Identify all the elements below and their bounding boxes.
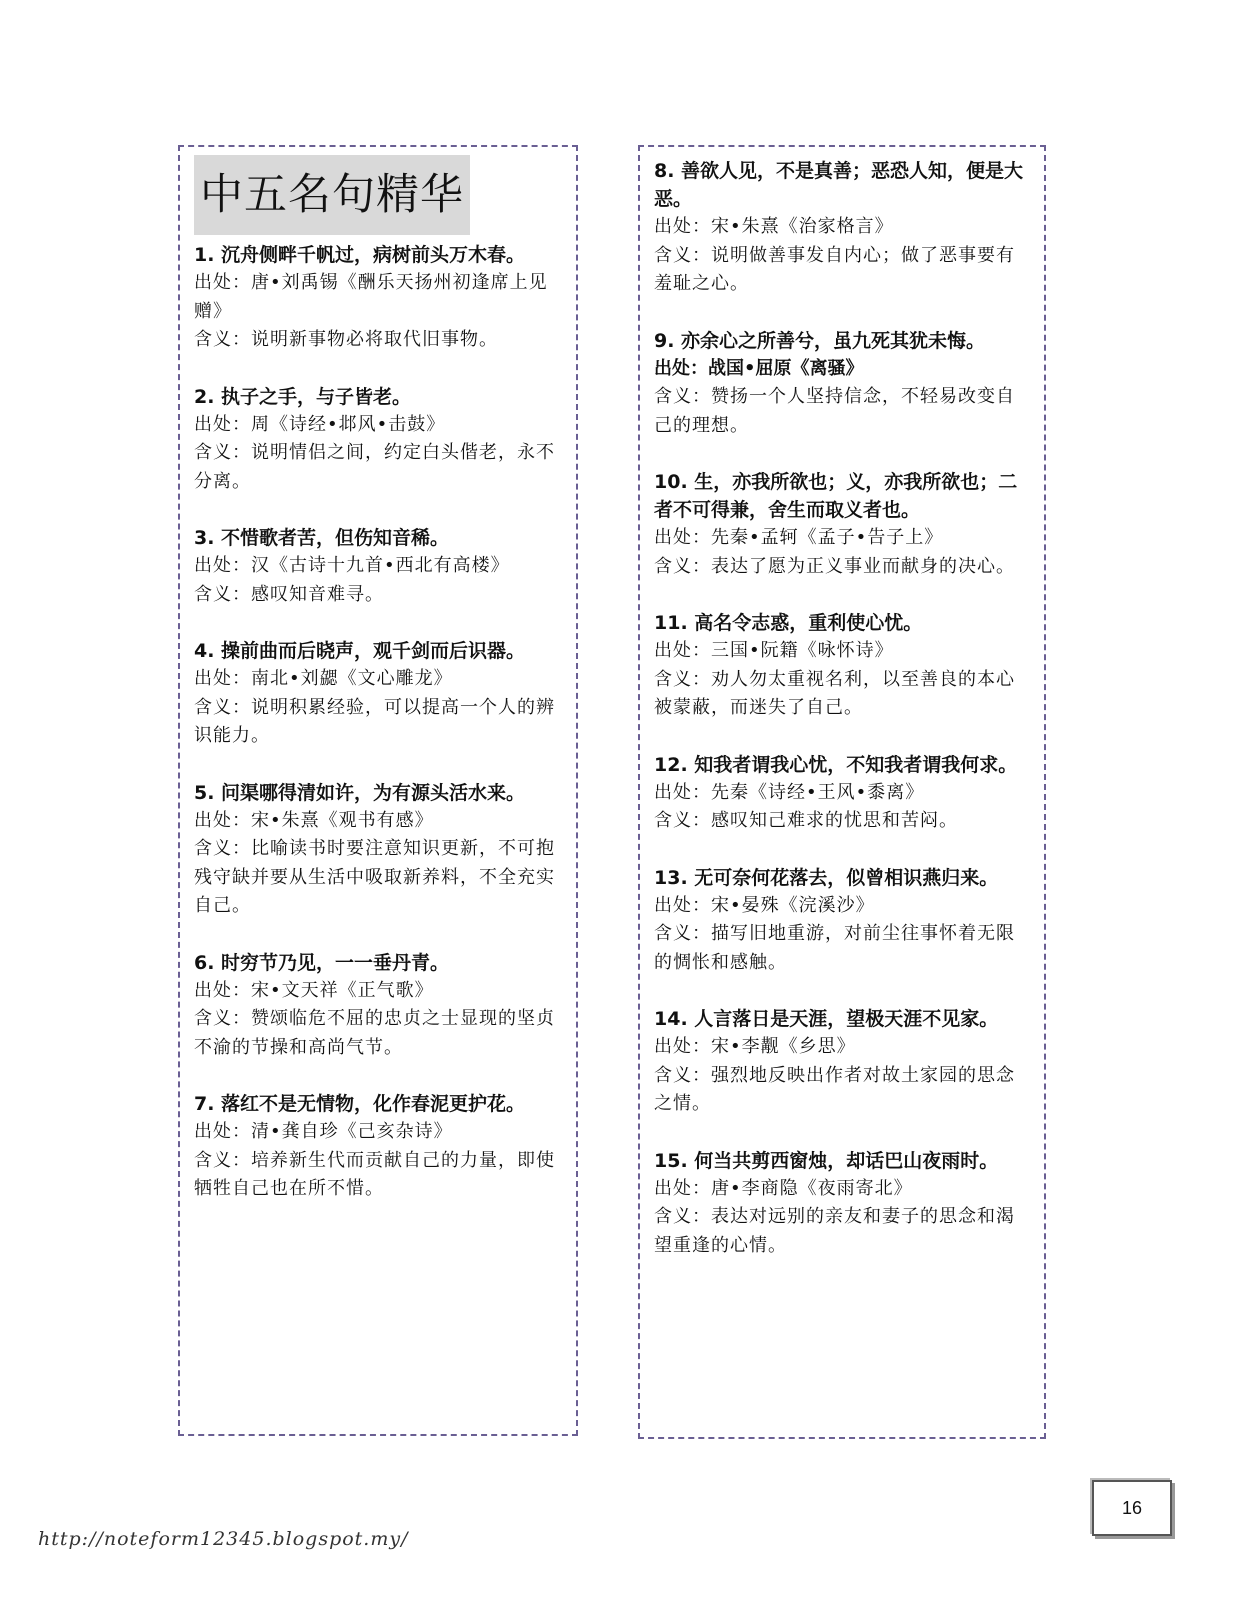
- quote-source: 出处：宋•李觏《乡思》: [654, 1036, 856, 1057]
- quote-entry: [654, 468, 1030, 581]
- quote-verse: 1. 沉舟侧畔千帆过，病树前头万木春。: [194, 244, 526, 266]
- page-title: 中五名句精华: [194, 155, 470, 235]
- quote-verse: 11. 高名令志惑，重利使心忧。: [654, 612, 923, 634]
- quote-meaning: 含义：赞颂临危不屈的忠贞之士显现的坚贞不渝的节操和高尚气节。: [194, 1008, 555, 1058]
- quote-meaning: 含义：说明情侣之间，约定白头偕老，永不分离。: [194, 442, 555, 492]
- quote-entry: [194, 241, 562, 355]
- quote-entry: [654, 609, 1030, 723]
- quote-verse: 15. 何当共剪西窗烛，却话巴山夜雨时。: [654, 1149, 999, 1172]
- right-entry-list: [654, 157, 1030, 1260]
- quote-verse: 14. 人言落日是天涯，望极天涯不见家。: [654, 1008, 999, 1030]
- quote-meaning: 含义：强烈地反映出作者对故土家园的思念之情。: [654, 1064, 1015, 1114]
- quote-verse: 12. 知我者谓我心忧，不知我者谓我何求。: [654, 753, 1018, 776]
- quote-source: 出处：战国•屈原《离骚》: [654, 357, 864, 379]
- quote-verse: 9. 亦余心之所善兮，虽九死其犹未悔。: [654, 329, 986, 352]
- quote-meaning: 含义：培养新生代而贡献自己的力量，即使牺牲自己也在所不惜。: [194, 1149, 555, 1199]
- quote-entry: [654, 157, 1030, 299]
- quote-source: 出处：南北•刘勰《文心雕龙》: [194, 668, 453, 689]
- quote-entry: [194, 637, 562, 751]
- quote-entry: [194, 949, 562, 1063]
- quote-verse: 13. 无可奈何花落去，似曾相识燕归来。: [654, 866, 999, 889]
- quote-source: 出处：清•龚自珍《己亥杂诗》: [194, 1121, 453, 1142]
- quote-entry: [194, 383, 562, 497]
- quote-source: 出处：先秦《诗经•王风•黍离》: [654, 781, 925, 803]
- quote-meaning: 含义：描写旧地重游，对前尘往事怀着无限的惆怅和感触。: [654, 923, 1015, 973]
- quote-meaning: 含义：感叹知己难求的忧思和苦闷。: [654, 810, 958, 831]
- quote-entry: [654, 1005, 1030, 1119]
- quote-verse: 8. 善欲人见，不是真善；恶恐人知，便是大恶。: [654, 160, 1024, 210]
- quote-meaning: 含义：感叹知音难寻。: [194, 583, 384, 605]
- quote-entry: [654, 327, 1030, 441]
- quote-entry: [654, 864, 1030, 978]
- quote-verse: 7. 落红不是无情物，化作春泥更护花。: [194, 1093, 526, 1115]
- quote-entry: [194, 524, 562, 609]
- quote-source: 出处：唐•李商隐《夜雨寄北》: [654, 1177, 913, 1199]
- quote-entry: [194, 1090, 562, 1204]
- quote-source: 出处：宋•晏殊《浣溪沙》: [654, 894, 875, 916]
- quote-source: 出处：唐•刘禹锡《酬乐天扬州初逢席上见赠》: [194, 272, 548, 322]
- quote-meaning: 含义：赞扬一个人坚持信念，不轻易改变自己的理想。: [654, 386, 1015, 436]
- quote-entry: [194, 779, 562, 921]
- quote-meaning: 含义：说明积累经验，可以提高一个人的辨识能力。: [194, 696, 555, 746]
- quote-source: 出处：三国•阮籍《咏怀诗》: [654, 640, 894, 661]
- quote-meaning: 含义：表达了愿为正义事业而献身的决心。: [654, 555, 1015, 577]
- quote-verse: 10. 生，亦我所欲也；义，亦我所欲也；二者不可得兼，舍生而取义者也。: [654, 471, 1018, 521]
- quote-source: 出处：先秦•孟轲《孟子•告子上》: [654, 527, 944, 548]
- right-column: [638, 145, 1046, 1439]
- quote-verse: 3. 不惜歌者苦，但伤知音稀。: [194, 527, 450, 549]
- quote-meaning: 含义：说明新事物必将取代旧事物。: [194, 329, 498, 350]
- quote-entry: [654, 751, 1030, 836]
- quote-source: 出处：宋•朱熹《治家格言》: [654, 216, 894, 237]
- quote-verse: 4. 操前曲而后晓声，观千剑而后识器。: [194, 640, 526, 662]
- quote-source: 出处：周《诗经•邶风•击鼓》: [194, 413, 446, 435]
- quote-verse: 2. 执子之手，与子皆老。: [194, 385, 412, 408]
- left-entry-list: [194, 241, 562, 1204]
- footer-url: http://noteform12345.blogspot.my/: [38, 1528, 409, 1550]
- quote-verse: 5. 问渠哪得清如许，为有源头活水来。: [194, 781, 526, 804]
- page-number: 16: [1092, 1480, 1172, 1536]
- quote-meaning: 含义：比喻读书时要注意知识更新，不可抱残守缺并要从生活中吸取新养料，不全充实自己。: [194, 838, 555, 916]
- quote-meaning: 含义：说明做善事发自内心；做了恶事要有羞耻之心。: [654, 244, 1015, 294]
- quote-meaning: 含义：劝人勿太重视名利，以至善良的本心被蒙蔽，而迷失了自己。: [654, 668, 1015, 718]
- quote-entry: [654, 1147, 1030, 1261]
- quote-meaning: 含义：表达对远别的亲友和妻子的思念和渴望重逢的心情。: [654, 1206, 1015, 1256]
- quote-source: 出处：宋•朱熹《观书有感》: [194, 809, 434, 831]
- left-column: [178, 145, 578, 1436]
- quote-verse: 6. 时穷节乃见，一一垂丹青。: [194, 951, 450, 974]
- quote-source: 出处：汉《古诗十九首•西北有高楼》: [194, 555, 510, 576]
- quote-source: 出处：宋•文天祥《正气歌》: [194, 979, 434, 1001]
